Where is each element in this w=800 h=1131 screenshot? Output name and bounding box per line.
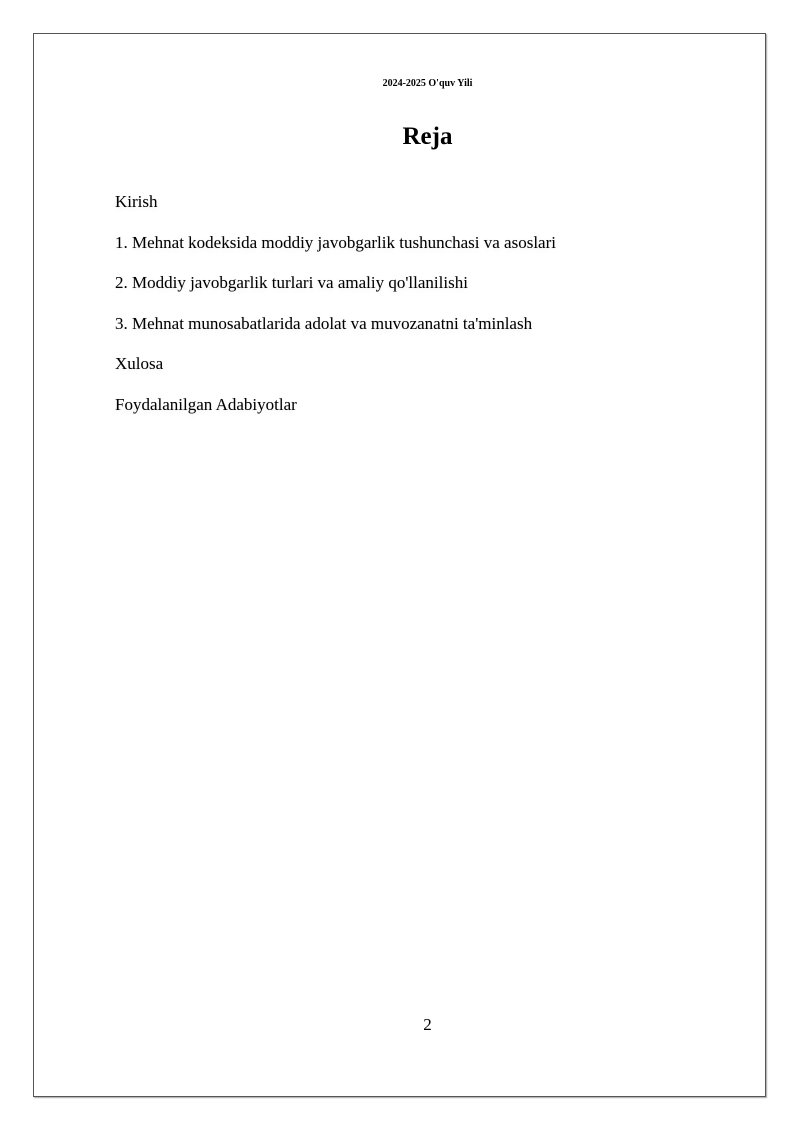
toc-item-section-1: 1. Mehnat kodeksida moddiy javobgarlik tushunchasi va asoslari [115, 232, 556, 252]
page-title: Reja [402, 123, 453, 150]
page-header: 2024-2025 O'quv Yili [382, 78, 473, 89]
toc-item-conclusion: Xulosa [115, 354, 164, 374]
toc-item-references: Foydalanilgan Adabiyotlar [115, 394, 297, 414]
table-of-contents [115, 190, 556, 434]
toc-item-introduction: Kirish [115, 192, 158, 211]
toc-item-section-2: 2. Moddiy javobgarlik turlari va amaliy qo'llanilishi [115, 273, 468, 293]
page-number: 2 [423, 1015, 432, 1034]
toc-item-section-3: 3. Mehnat munosabatlarida adolat va muvozanatni ta'minlash [115, 313, 533, 333]
